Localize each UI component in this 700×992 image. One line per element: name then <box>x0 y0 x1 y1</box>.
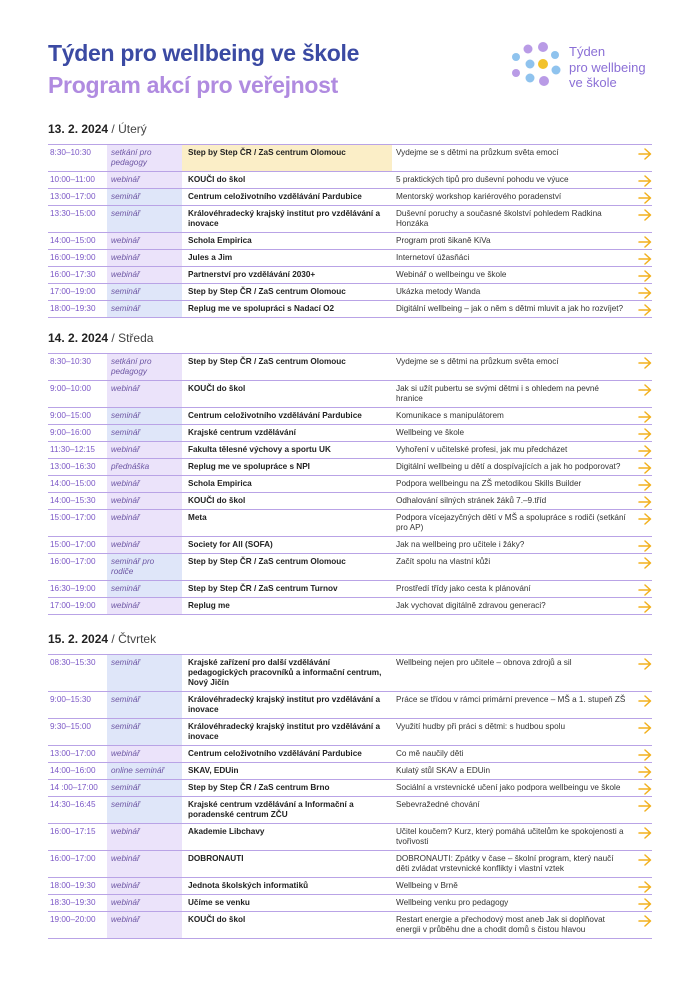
event-time: 16:30–19:00 <box>50 584 96 593</box>
event-row[interactable] <box>48 598 652 615</box>
event-time: 17:00–19:00 <box>50 287 96 296</box>
event-organizer: Krajské centrum vzdělávání <box>188 428 296 437</box>
event-time: 17:00–19:00 <box>50 601 96 610</box>
arrow-right-icon[interactable] <box>632 763 652 779</box>
event-row[interactable] <box>48 189 652 206</box>
event-organizer: Step by Step ČR / ZaS centrum Olomouc <box>188 287 346 296</box>
event-time: 18:00–19:30 <box>50 304 96 313</box>
event-type: setkání pro pedagogy <box>107 145 182 171</box>
logo-dots-icon <box>508 40 566 90</box>
event-description: Začít spolu na vlastní kůži <box>396 557 491 566</box>
event-organizer: KOUČI do škol <box>188 496 246 505</box>
day-section <box>48 632 652 939</box>
event-time: 9:30–15:00 <box>50 722 91 731</box>
event-time: 8:30–10:30 <box>50 148 91 157</box>
day-heading <box>48 331 652 347</box>
event-row[interactable] <box>48 301 652 318</box>
event-row[interactable] <box>48 797 652 824</box>
arrow-right-icon[interactable] <box>632 145 652 171</box>
event-type: seminář <box>107 189 182 205</box>
event-description: Program proti šikaně KiVa <box>396 236 491 245</box>
event-row[interactable] <box>48 206 652 233</box>
day-heading <box>48 122 652 138</box>
event-description: Jak si užít pubertu se svými dětmi i s ohledem na pevné hranice <box>396 384 599 403</box>
event-time: 19:00–20:00 <box>50 915 96 924</box>
event-description: Mentorský workshop kariérového poradenství <box>396 192 562 201</box>
event-description: Wellbeing venku pro pedagogy <box>396 898 509 907</box>
event-description: Restart energie a přechodový most aneb Jak si doplňovat energii v průběhu dne a chodit domů s čistou hlavou <box>396 915 605 934</box>
event-type: webinář <box>107 824 182 850</box>
event-organizer: Královéhradecký krajský institut pro vzdělávání a inovace <box>188 722 381 741</box>
logo-line-1: Týden <box>569 44 606 59</box>
day-date: 15. 2. 2024 <box>48 632 109 646</box>
event-description: Vydejme se s dětmi na průzkum světa emocí <box>396 357 559 366</box>
event-row[interactable] <box>48 780 652 797</box>
event-row[interactable] <box>48 878 652 895</box>
page-title: Týden pro wellbeing ve škole <box>48 40 360 66</box>
event-organizer: Step by Step ČR / ZaS centrum Turnov <box>188 584 338 593</box>
event-type: webinář <box>107 912 182 938</box>
day-weekday: / Středa <box>111 331 154 345</box>
event-description: Wellbeing nejen pro učitele – obnova zdrojů a sil <box>396 658 572 667</box>
day-weekday: / Čtvrtek <box>111 632 157 646</box>
event-type: seminář <box>107 655 182 691</box>
event-organizer: Krajské centrum vzdělávání a Informační a poradenské centrum ZČU <box>188 800 354 819</box>
event-description: Komunikace s manipulátorem <box>396 411 504 420</box>
event-time: 10:00–11:00 <box>50 175 95 184</box>
day-heading <box>48 632 652 648</box>
event-time: 14:00–15:00 <box>50 236 96 245</box>
event-description: Učitel koučem? Kurz, který pomáhá učitelům ke spokojenosti a tvořivosti <box>396 827 624 846</box>
event-time: 13:30–15:00 <box>50 209 96 218</box>
event-row[interactable] <box>48 763 652 780</box>
event-time: 8:30–10:30 <box>50 357 91 366</box>
event-description: Podpora vícejazyčných dětí v MŠ a spolupráce s rodiči (setkání pro AP) <box>396 513 626 532</box>
event-organizer: Meta <box>188 513 207 522</box>
event-time: 14 :00–17:00 <box>50 783 98 792</box>
event-row[interactable] <box>48 554 652 581</box>
event-time: 16:00–17:15 <box>50 827 96 836</box>
event-row[interactable] <box>48 895 652 912</box>
event-organizer: KOUČI do škol <box>188 175 246 184</box>
day-weekday: / Úterý <box>111 122 147 136</box>
event-row[interactable] <box>48 354 652 381</box>
event-description: Digitální wellbeing – jak o něm s dětmi mluvit a jak ho rozvíjet? <box>396 304 624 313</box>
arrow-right-icon[interactable] <box>632 354 652 380</box>
event-description: Internetoví úžasňáci <box>396 253 470 262</box>
event-organizer: Centrum celoživotního vzdělávání Pardubice <box>188 192 362 201</box>
arrow-right-icon[interactable] <box>632 442 652 458</box>
event-row[interactable] <box>48 581 652 598</box>
arrow-right-icon[interactable] <box>632 851 652 877</box>
event-organizer: Královéhradecký krajský institut pro vzdělávání a inovace <box>188 209 381 228</box>
event-time: 13:00–16:30 <box>50 462 96 471</box>
event-row[interactable] <box>48 537 652 554</box>
event-type: seminář <box>107 206 182 232</box>
event-time: 14:30–16:45 <box>50 800 96 809</box>
event-description: Využití hudby při práci s dětmi: s hudbou spolu <box>396 722 565 731</box>
event-type: seminář <box>107 408 182 424</box>
arrow-right-icon[interactable] <box>632 206 652 232</box>
event-type: webinář <box>107 851 182 877</box>
event-row[interactable] <box>48 381 652 408</box>
event-description: Ukázka metody Wanda <box>396 287 481 296</box>
arrow-right-icon[interactable] <box>632 912 652 938</box>
event-type: webinář <box>107 476 182 492</box>
event-time: 9:00–15:00 <box>50 411 91 420</box>
event-organizer: KOUČI do škol <box>188 384 246 393</box>
event-type: seminář <box>107 425 182 441</box>
event-organizer: Step by Step ČR / ZaS centrum Olomouc <box>182 145 392 171</box>
event-description: Podpora wellbeingu na ZŠ metodikou Skills Builder <box>396 479 582 488</box>
event-organizer: Jednota školských informatiků <box>188 881 309 890</box>
logo-line-3: ve škole <box>569 75 617 90</box>
event-type: webinář <box>107 493 182 509</box>
event-row[interactable] <box>48 824 652 851</box>
arrow-right-icon[interactable] <box>632 284 652 300</box>
arrow-right-icon[interactable] <box>632 719 652 745</box>
event-type: seminář <box>107 797 182 823</box>
event-organizer: Replug me ve spolupráci s Nadací O2 <box>188 304 335 313</box>
arrow-right-icon[interactable] <box>632 878 652 894</box>
event-type: seminář <box>107 301 182 317</box>
event-organizer: Královéhradecký krajský institut pro vzdělávání a inovace <box>188 695 381 714</box>
event-description: Odhalování silných stránek žáků 7.–9.tříd <box>396 496 547 505</box>
event-organizer: Akademie Libchavy <box>188 827 265 836</box>
event-description: 5 praktických tipů pro duševní pohodu ve výuce <box>396 175 569 184</box>
event-row[interactable] <box>48 408 652 425</box>
event-row[interactable] <box>48 233 652 250</box>
event-time: 16:00–17:00 <box>50 854 96 863</box>
arrow-right-icon[interactable] <box>632 510 652 536</box>
event-description: Webinář o wellbeingu ve škole <box>396 270 507 279</box>
arrow-right-icon[interactable] <box>632 408 652 424</box>
event-type: webinář <box>107 233 182 249</box>
event-organizer: Replug me ve spolupráce s NPI <box>188 462 310 471</box>
event-type: webinář <box>107 537 182 553</box>
arrow-right-icon[interactable] <box>632 554 652 580</box>
day-section <box>48 331 652 615</box>
arrow-right-icon[interactable] <box>632 189 652 205</box>
event-type: seminář <box>107 719 182 745</box>
event-description: Prostředí třídy jako cesta k plánování <box>396 584 531 593</box>
event-row[interactable] <box>48 510 652 537</box>
event-description: Práce se třídou v rámci primární prevence – MŠ a 1. stupeň ZŠ <box>396 695 626 704</box>
event-row[interactable] <box>48 912 652 939</box>
event-row[interactable] <box>48 145 652 172</box>
event-description: Sociální a vrstevnické učení jako podpora wellbeingu ve škole <box>396 783 621 792</box>
event-organizer: Step by Step ČR / ZaS centrum Brno <box>188 783 330 792</box>
event-type: seminář <box>107 581 182 597</box>
arrow-right-icon[interactable] <box>632 476 652 492</box>
event-description: Kulatý stůl SKAV a EDUin <box>396 766 491 775</box>
event-time: 15:00–17:00 <box>50 513 96 522</box>
event-organizer: Schola Empirica <box>188 236 252 245</box>
event-type: seminář <box>107 780 182 796</box>
day-date: 14. 2. 2024 <box>48 331 109 345</box>
event-organizer: Schola Empirica <box>188 479 252 488</box>
event-type: webinář <box>107 442 182 458</box>
arrow-right-icon[interactable] <box>632 459 652 475</box>
event-organizer: Step by Step ČR / ZaS centrum Olomouc <box>188 357 346 366</box>
event-type: webinář <box>107 746 182 762</box>
event-time: 13:00–17:00 <box>50 749 96 758</box>
event-organizer: DOBRONAUTI <box>188 854 244 863</box>
event-row[interactable] <box>48 267 652 284</box>
arrow-right-icon[interactable] <box>632 895 652 911</box>
event-row[interactable] <box>48 746 652 763</box>
event-row[interactable] <box>48 655 652 692</box>
event-description: Digitální wellbeing u dětí a dospívajících a jak ho podporovat? <box>396 462 621 471</box>
event-type: webinář <box>107 381 182 407</box>
arrow-right-icon[interactable] <box>632 425 652 441</box>
event-type: webinář <box>107 878 182 894</box>
event-row[interactable] <box>48 284 652 301</box>
event-organizer: Society for All (SOFA) <box>188 540 273 549</box>
event-organizer: Jules a Jim <box>188 253 233 262</box>
event-time: 18:30–19:30 <box>50 898 96 907</box>
event-organizer: Step by Step ČR / ZaS centrum Olomouc <box>188 557 346 566</box>
event-time: 16:00–19:00 <box>50 253 96 262</box>
event-description: DOBRONAUTI: Zpátky v čase – školní program, který naučí děti zvládat vrstevnické konflikty i vlastní vztek <box>396 854 614 873</box>
event-type: seminář pro rodiče <box>107 554 182 580</box>
arrow-right-icon[interactable] <box>632 797 652 823</box>
event-time: 16:00–17:30 <box>50 270 96 279</box>
arrow-right-icon[interactable] <box>632 172 652 188</box>
event-type: seminář <box>107 692 182 718</box>
event-organizer: Fakulta tělesné výchovy a sportu UK <box>188 445 331 454</box>
event-type: přednáška <box>107 459 182 475</box>
event-row[interactable] <box>48 172 652 189</box>
event-type: webinář <box>107 895 182 911</box>
arrow-right-icon[interactable] <box>632 250 652 266</box>
event-row[interactable] <box>48 425 652 442</box>
event-organizer: KOUČI do škol <box>188 915 246 924</box>
event-description: Jak vychovat digitálně zdravou generaci? <box>396 601 546 610</box>
brand-logo <box>508 40 668 92</box>
event-table <box>48 144 652 318</box>
event-type: webinář <box>107 510 182 536</box>
logo-line-2: pro wellbeing <box>569 59 646 75</box>
event-time: 9:00–15:30 <box>50 695 91 704</box>
event-organizer: Centrum celoživotního vzdělávání Pardubice <box>188 749 362 758</box>
event-time: 9:00–10:00 <box>50 384 91 393</box>
page-subtitle: Program akcí pro veřejnost <box>48 72 339 98</box>
event-description: Wellbeing v Brně <box>396 881 458 890</box>
event-time: 14:00–15:00 <box>50 479 96 488</box>
arrow-right-icon[interactable] <box>632 233 652 249</box>
event-description: Jak na wellbeing pro učitele i žáky? <box>396 540 525 549</box>
event-type: seminář <box>107 284 182 300</box>
event-description: Wellbeing ve škole <box>396 428 465 437</box>
arrow-right-icon[interactable] <box>632 692 652 718</box>
arrow-right-icon[interactable] <box>632 598 652 614</box>
event-row[interactable] <box>48 851 652 878</box>
arrow-right-icon[interactable] <box>632 267 652 283</box>
event-row[interactable] <box>48 459 652 476</box>
arrow-right-icon[interactable] <box>632 824 652 850</box>
event-organizer: Krajské zařízení pro další vzdělávání pedagogických pracovníků a informační centrum, Nový Jičín <box>188 658 382 687</box>
event-type: setkání pro pedagogy <box>107 354 182 380</box>
arrow-right-icon[interactable] <box>632 581 652 597</box>
event-organizer: Učíme se venku <box>188 898 250 907</box>
event-time: 15:00–17:00 <box>50 540 96 549</box>
event-time: 14:00–15:30 <box>50 496 96 505</box>
event-time: 16:00–17:00 <box>50 557 96 566</box>
event-description: Duševní poruchy a současné školství pohledem Radkina Honzáka <box>396 209 602 228</box>
event-row[interactable] <box>48 250 652 267</box>
event-organizer: Centrum celoživotního vzdělávání Pardubice <box>188 411 362 420</box>
event-type: webinář <box>107 598 182 614</box>
event-table <box>48 654 652 939</box>
event-time: 9:00–16:00 <box>50 428 91 437</box>
event-type: webinář <box>107 172 182 188</box>
event-description: Vyhoření v učitelské profesi, jak mu předcházet <box>396 445 568 454</box>
event-description: Co mě naučily děti <box>396 749 464 758</box>
event-row[interactable] <box>48 442 652 459</box>
event-row[interactable] <box>48 493 652 510</box>
arrow-right-icon[interactable] <box>632 301 652 317</box>
event-type: online seminář <box>107 763 182 779</box>
event-organizer: SKAV, EDUin <box>188 766 239 775</box>
event-description: Vydejme se s dětmi na průzkum světa emocí <box>396 148 559 157</box>
event-row[interactable] <box>48 692 652 719</box>
arrow-right-icon[interactable] <box>632 655 652 691</box>
arrow-right-icon[interactable] <box>632 493 652 509</box>
event-table <box>48 353 652 615</box>
event-time: 18:00–19:30 <box>50 881 96 890</box>
arrow-right-icon[interactable] <box>632 537 652 553</box>
day-date: 13. 2. 2024 <box>48 122 109 136</box>
event-organizer: Replug me <box>188 601 230 610</box>
event-type: webinář <box>107 250 182 266</box>
event-row[interactable] <box>48 719 652 746</box>
arrow-right-icon[interactable] <box>632 381 652 407</box>
event-type: webinář <box>107 267 182 283</box>
arrow-right-icon[interactable] <box>632 780 652 796</box>
event-time: 13:00–17:00 <box>50 192 96 201</box>
event-time: 14:00–16:00 <box>50 766 96 775</box>
event-time: 11:30–12:15 <box>50 445 95 454</box>
day-section <box>48 122 652 318</box>
event-organizer: Partnerství pro vzdělávání 2030+ <box>188 270 316 279</box>
event-row[interactable] <box>48 476 652 493</box>
event-description: Sebevražedné chování <box>396 800 480 809</box>
arrow-right-icon[interactable] <box>632 746 652 762</box>
event-time: 08:30–15:30 <box>50 658 96 667</box>
